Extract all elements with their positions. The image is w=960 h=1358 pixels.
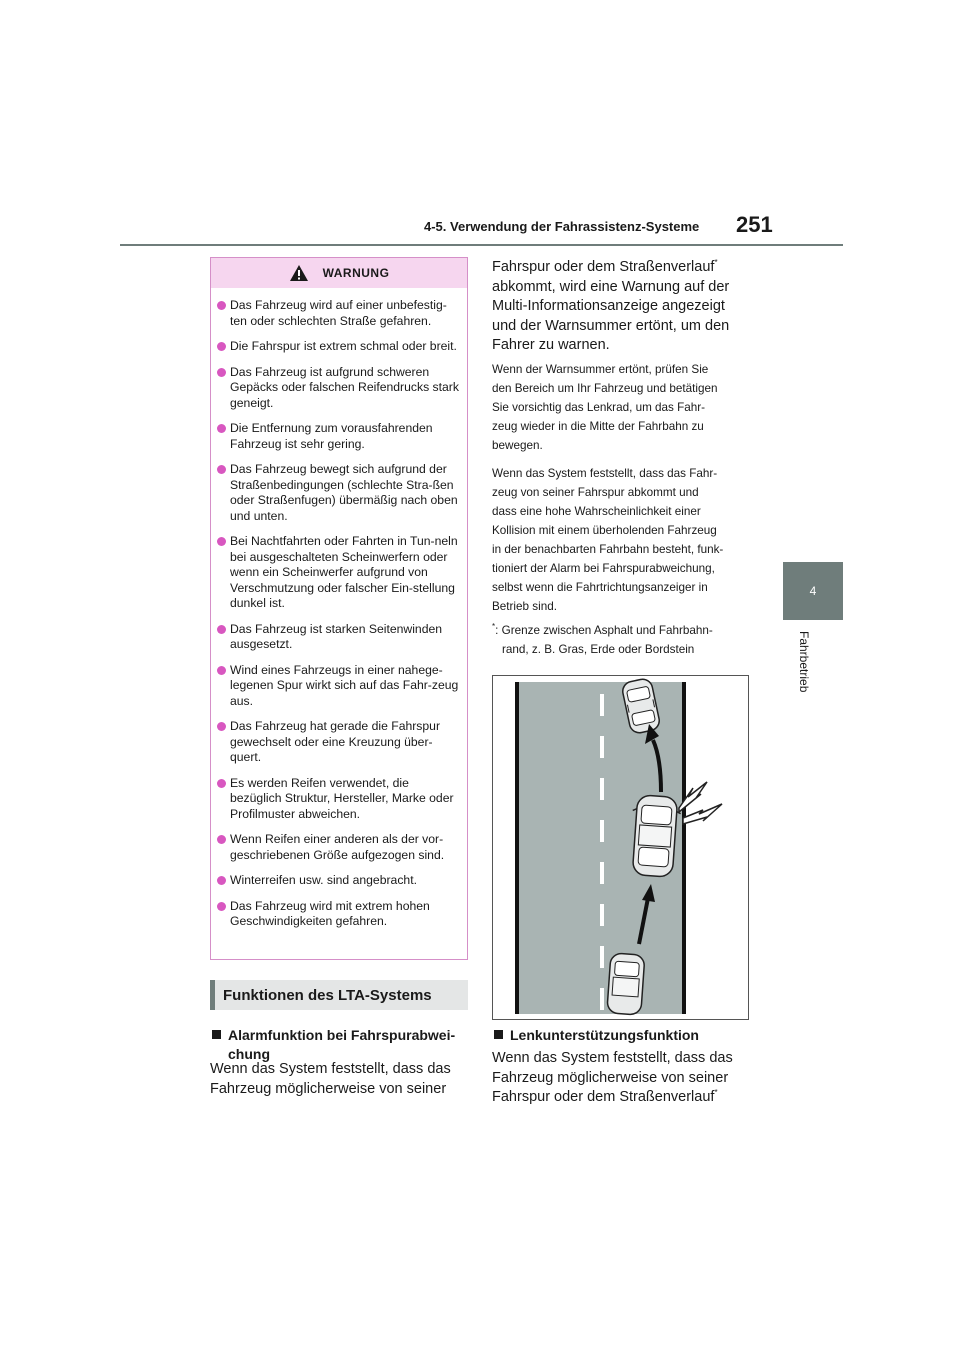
text-line: Multi-Informationsanzeige angezeigt (492, 298, 725, 314)
note-line: den Bereich um Ihr Fahrzeug und betätigen (492, 382, 718, 395)
footnote-line: : Grenze zwischen Asphalt und Fahrbahn- (495, 624, 713, 637)
note-collision (492, 464, 723, 616)
section-heading: Funktionen des LTA-Systems (210, 980, 468, 1010)
car-bottom (607, 953, 645, 1015)
alarm-text-right (492, 258, 729, 356)
note-line: tioniert der Alarm bei Fahrspurabweichung, (492, 562, 715, 575)
car-middle (628, 794, 681, 877)
alarm-text-left (210, 1060, 451, 1099)
note-line: Wenn das System feststellt, dass das Fahr- (492, 467, 718, 480)
warning-item: Das Fahrzeug wird mit extrem hohen Geschwindigkeiten gefahren. (217, 899, 459, 930)
warning-item: Wenn Reifen einer anderen als der vor-geschriebenen Größe aufgezogen sind. (217, 832, 459, 863)
asterisk: * (714, 258, 718, 268)
road-edge-right (682, 682, 686, 1014)
note-line: Kollision mit einem überholenden Fahrzeug (492, 524, 717, 537)
note-line: dass eine hohe Wahrscheinlichkeit einer (492, 505, 701, 518)
alarm-subheading-line: chung (228, 1046, 270, 1062)
note-line: Sie vorsichtig das Lenkrad, um das Fahr- (492, 401, 706, 414)
text-line: und der Warnsummer ertönt, um den (492, 317, 730, 334)
steering-text (492, 1049, 733, 1108)
note-buzzer (492, 360, 717, 455)
chapter-number: 4 (809, 584, 817, 598)
text-line: Fahrer zu warnen. (492, 337, 610, 353)
warning-item: Bei Nachtfahrten oder Fahrten in Tun-neln bei ausgeschalteten Scheinwerfern oder wenn ein Scheinwerfer aufgrund von Verschmutzung oder falscher Ein-stellung dunkel ist. (217, 534, 459, 612)
alarm-subheading-line: Alarmfunktion bei Fahrspurabwei- (228, 1027, 456, 1043)
text-line: Fahrspur oder dem Straßenverlauf* (492, 258, 718, 275)
warning-item: Winterreifen usw. sind angebracht. (217, 873, 459, 889)
footnote (492, 621, 713, 659)
warning-triangle-icon (289, 264, 309, 282)
text-line: Fahrspur oder dem Straßenverlauf* (492, 1088, 718, 1105)
lane-departure-illustration (492, 675, 749, 1020)
text-line: Fahrzeug möglicherweise von seiner (210, 1080, 447, 1097)
steering-subheading: Lenkunterstützungsfunktion (494, 1026, 699, 1045)
footnote-marker: * (492, 622, 496, 632)
warning-item: Das Fahrzeug bewegt sich aufgrund der Straßenbedingungen (schlechte Stra-ßen oder Straßenfugen) übermäßig nach oben und unten. (217, 462, 459, 524)
warning-item: Das Fahrzeug ist starken Seitenwinden ausgesetzt. (217, 622, 459, 653)
text-line: Wenn das System feststellt, dass das (492, 1050, 733, 1066)
page-number: 251 (736, 212, 773, 237)
text-line: abkommt, wird eine Warnung auf der (492, 278, 730, 295)
chapter-tab[interactable] (783, 562, 843, 620)
warning-item: Das Fahrzeug ist aufgrund schweren Gepäcks oder falschen Reifendrucks stark geneigt. (217, 365, 459, 412)
note-line: selbst wenn die Fahrtrichtungsanzeiger in (492, 581, 708, 594)
warning-item: Es werden Reifen verwendet, die bezüglich Struktur, Hersteller, Marke oder Profilmuster abweichen. (217, 776, 459, 823)
header-rule (120, 244, 843, 246)
asterisk: * (714, 1088, 718, 1098)
road-edge-left (515, 682, 519, 1014)
note-line: Wenn der Warnsummer ertönt, prüfen Sie (492, 363, 709, 376)
text-line: Wenn das System feststellt, dass das (210, 1061, 451, 1077)
note-line: Betrieb sind. (492, 600, 557, 613)
lane-illustration-svg (493, 676, 748, 1019)
warning-item: Die Fahrspur ist extrem schmal oder breit. (217, 339, 459, 355)
warning-title: WARNUNG (322, 266, 390, 280)
warning-item: Das Fahrzeug wird auf einer unbefestig-ten oder schlechten Straße gefahren. (217, 298, 459, 329)
warning-box (210, 257, 468, 960)
warning-item: Das Fahrzeug hat gerade die Fahrspur gewechselt oder eine Kreuzung über-quert. (217, 719, 459, 766)
note-line: bewegen. (492, 439, 543, 452)
note-line: zeug von seiner Fahrspur abkommt und (492, 486, 699, 499)
chapter-label: Fahrbetrieb (797, 631, 811, 693)
warning-item: Die Entfernung zum vorausfahrenden Fahrzeug ist sehr gering. (217, 421, 459, 452)
note-line: zeug wieder in die Mitte der Fahrbahn zu (492, 420, 704, 433)
footnote-line: rand, z. B. Gras, Erde oder Bordstein (502, 643, 695, 656)
warning-list (211, 298, 467, 930)
note-line: in der benachbarten Fahrbahn besteht, funk- (492, 543, 724, 556)
warning-item: Wind eines Fahrzeugs in einer nahege-legenen Spur wirkt sich auf das Fahr-zeug aus. (217, 663, 459, 710)
text-line: Fahrzeug möglicherweise von seiner (492, 1069, 729, 1086)
section-title: 4-5. Verwendung der Fahrassistenz-Systeme (424, 219, 700, 234)
alarm-subheading (212, 1026, 455, 1064)
warning-header (211, 258, 467, 288)
